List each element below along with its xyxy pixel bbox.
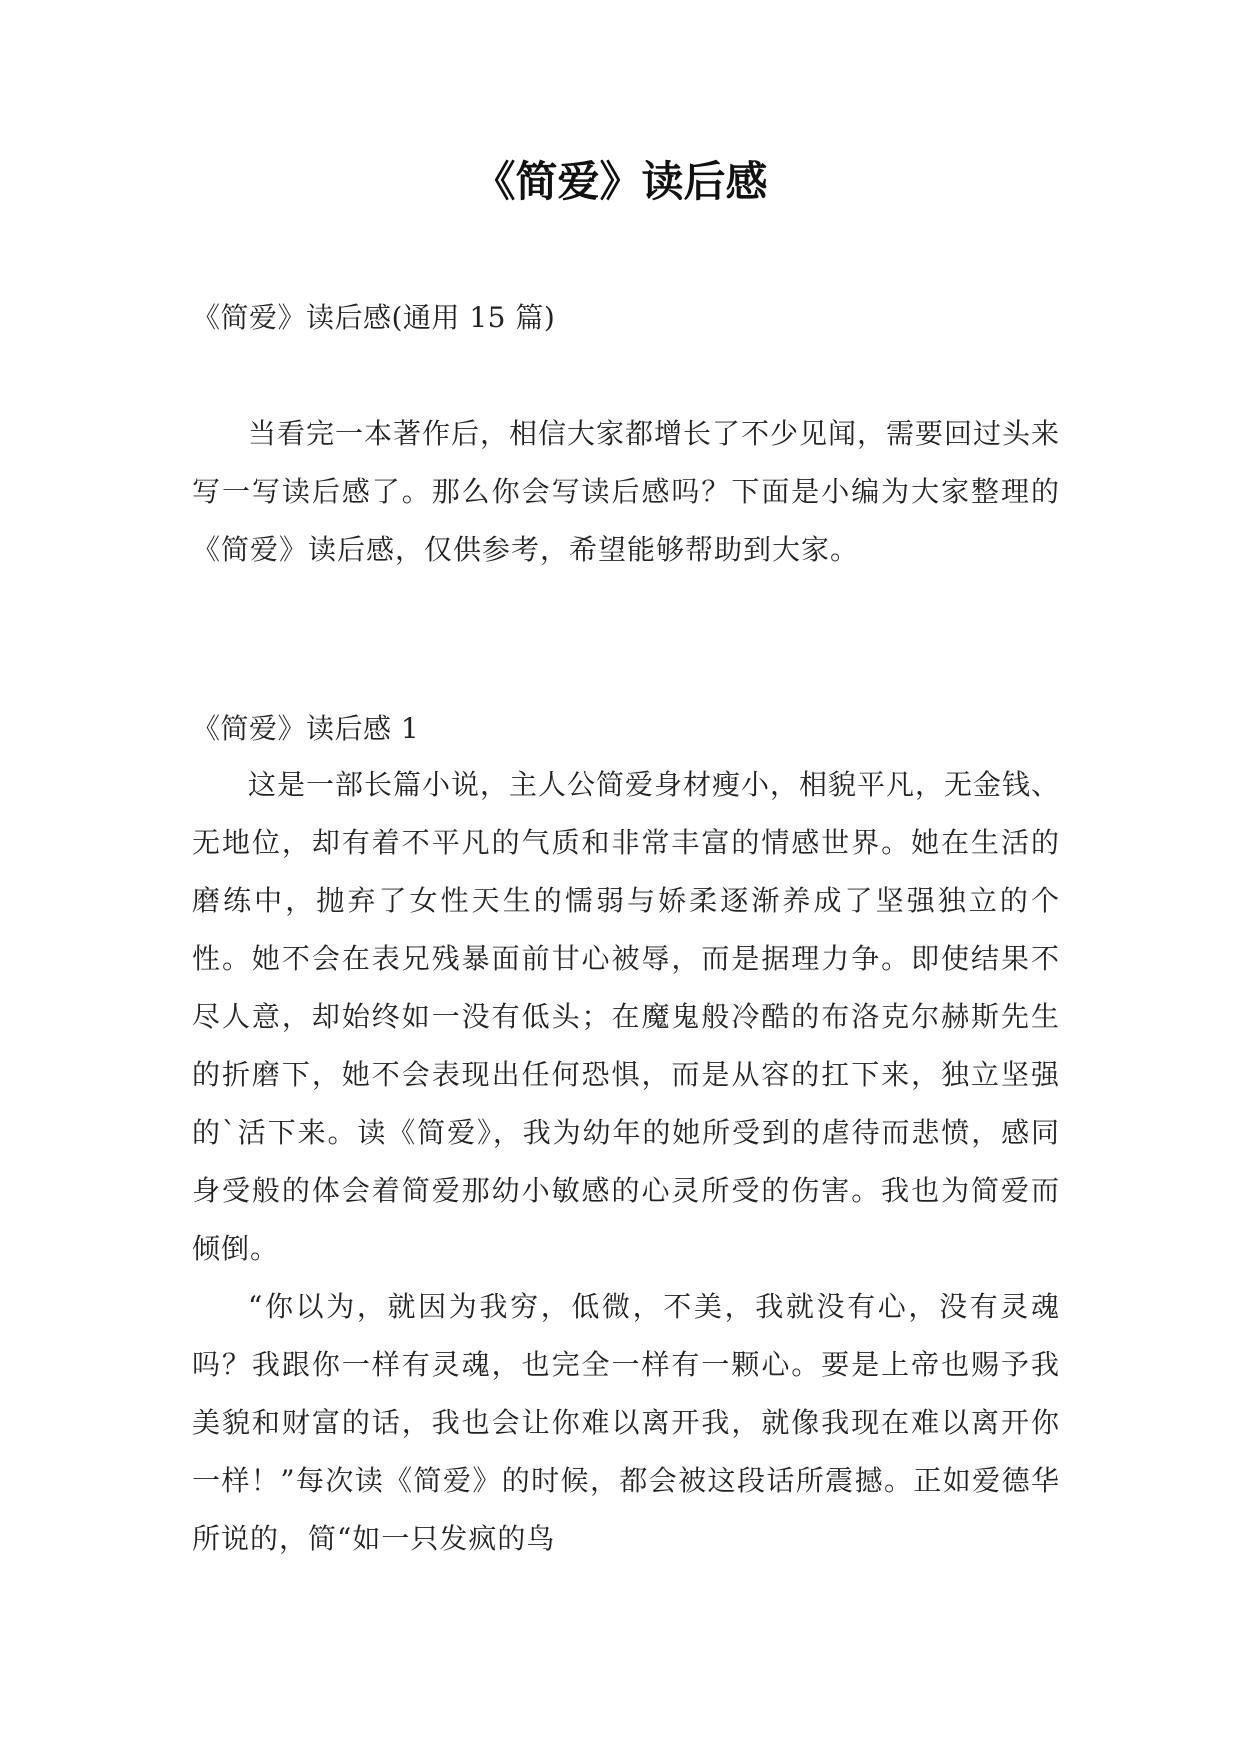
section-heading [192,700,1060,758]
body-paragraph: “你以为，就因为我穷，低微，不美，我就没有心，没有灵魂吗？我跟你一样有灵魂，也完全一样有一颗心。要是上帝也赐予我美貌和财富的话，我也会让你难以离开我，就像我现在难以离开你一样！”每次读《简爱》的时候，都会被这段话所震撼。正如爱德华所说的，简“如一只发疯的鸟 [192,1290,1060,1555]
intro-text: 当看完一本著作后，相信大家都增长了不少见闻，需要回过头来写一写读后感了。那么你会写读后感吗？下面是小编为大家整理的《简爱》读后感，仅供参考，希望能够帮助到大家。 [192,417,1061,566]
body-paragraph: 这是一部长篇小说，主人公简爱身材瘦小，相貌平凡，无金钱、无地位，却有着不平凡的气质和非常丰富的情感世界。她在生活的磨练中，抛弃了女性天生的懦弱与娇柔逐渐养成了坚强独立的个性。她不会在表兄残暴面前甘心被辱，而是据理力争。即使结果不尽人意，却始终如一没有低头；在魔鬼般冷酷的布洛克尔赫斯先生的折磨下，她不会表现出任何恐惧，而是从容的扛下来，独立坚强的`活下来。读《简爱》，我为幼年的她所受到的虐待而悲愤，感同身受般的体会着简爱那幼小敏感的心灵所受的伤害。我也为简爱而倾倒。 [192,768,1061,1265]
intro-paragraph [192,405,1060,579]
document-subtitle [192,289,1060,347]
subtitle-text: 《简爱》读后感(通用 15 篇) [192,301,556,334]
section-body [192,756,1060,1568]
document-title: 《简爱》读后感 [473,157,768,206]
section-heading-text: 《简爱》读后感 1 [192,712,420,745]
